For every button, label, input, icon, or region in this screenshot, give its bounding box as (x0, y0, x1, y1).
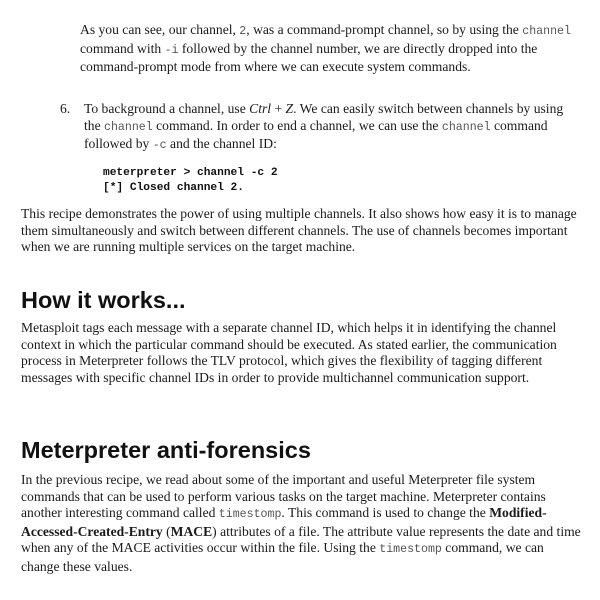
text-run: ( (162, 523, 171, 539)
inline-code: channel (522, 25, 571, 38)
how-it-works-paragraph: Metasploit tags each message with a separate channel ID, which helps it in identifying the channel context in which the particular command should be executed. As stated earlier, the communication process in Meterpreter follows the TLV protocol, which gives the flexibility of tagging different messages with specific channel IDs in order to provide multichannel communication support. (21, 320, 557, 385)
inline-code: channel (104, 120, 153, 134)
code-line: [*] Closed channel 2. (103, 181, 244, 194)
section-heading-anti-forensics: Meterpreter anti-forensics (21, 437, 311, 463)
inline-code: channel (441, 120, 491, 134)
text-run: command with (80, 40, 165, 56)
text-run: , was a command-prompt channel, so by using the (246, 22, 523, 37)
step-number: 6. (60, 101, 71, 116)
text-run: In the previous recipe, we read about some of the important and useful Meterpreter file system commands that can be used to perform various tasks on the target machine. Meterpreter contains another interesting command called (21, 472, 546, 521)
text-run: followed by the channel number, we are directly dropped into the command-prompt mode from where we can execute system commands. (80, 40, 538, 75)
section-heading-how-it-works: How it works... (21, 287, 186, 313)
text-run: command. In order to end a channel, we can use the (152, 117, 442, 133)
key-name: Ctrl (249, 101, 272, 116)
text-run: . We can easily switch between channels by using the (84, 101, 564, 133)
code-block (103, 166, 278, 195)
text-run: + (271, 101, 286, 116)
anti-forensics-paragraph (21, 472, 583, 576)
inline-code: -i (164, 43, 179, 57)
inline-code: -c (152, 139, 167, 153)
text-run: command followed by (84, 117, 548, 152)
inline-code: timestomp (218, 508, 282, 522)
text-run: and the channel ID: (166, 136, 277, 152)
text-run: command, we can change these values. (21, 540, 544, 574)
inline-code: timestomp (379, 543, 442, 557)
step-6-paragraph (84, 101, 580, 155)
text-run: . This command is used to change the (281, 505, 490, 521)
key-name: Z (285, 101, 294, 116)
text-run: As you can see, our channel, (80, 22, 240, 37)
step-6 (60, 101, 580, 155)
inline-code: 2 (239, 25, 247, 38)
bold-term: MACE (170, 523, 213, 539)
intro-paragraph (80, 22, 580, 76)
bold-term: Modified-Accessed-Created-Entry (21, 505, 547, 539)
text-run: To background a channel, use (84, 101, 250, 116)
code-line: meterpreter > channel -c 2 (103, 167, 278, 179)
text-run: ) attributes of a file. The attribute value represents the date and time when any of the MACE activities occur within the file. Using the (21, 523, 581, 556)
summary-paragraph: This recipe demonstrates the power of using multiple channels. It also shows how easy it is to manage them simultaneously and switch between different channels. The use of channels becomes important when we are running multiple services on the target machine. (21, 206, 577, 255)
